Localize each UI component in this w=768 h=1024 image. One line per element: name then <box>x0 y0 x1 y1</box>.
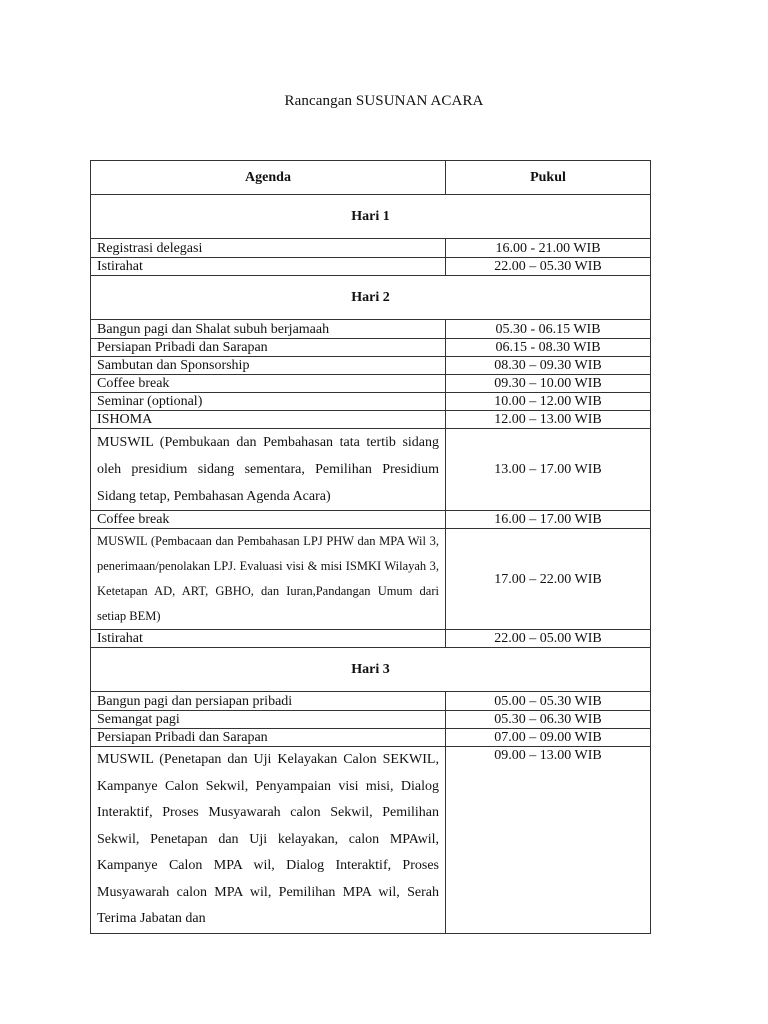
time-cell: 17.00 – 22.00 WIB <box>446 529 651 630</box>
day-row <box>91 648 651 692</box>
agenda-cell: Bangun pagi dan persiapan pribadi <box>91 692 446 711</box>
time-cell: 10.00 – 12.00 WIB <box>446 393 651 411</box>
page-title: Rancangan SUSUNAN ACARA <box>284 93 484 109</box>
table-row <box>91 429 651 511</box>
day-row <box>91 195 651 239</box>
table-row <box>91 375 651 393</box>
schedule-table <box>90 160 651 934</box>
day-label: Hari 3 <box>91 648 651 692</box>
table-row <box>91 747 651 934</box>
agenda-cell: MUSWIL (Penetapan dan Uji Kelayakan Calon SEKWIL, Kampanye Calon Sekwil, Penyampaian visi misi, Dialog Interaktif, Proses Musyawarah calon Sekwil, Pemilihan Sekwil, Penetapan dan Uji kelayakan, calon MPAwil, Kampanye Calon MPA wil, Dialog Interaktif, Proses Musyawarah calon MPA wil, Pemilihan MPA wil, Serah Terima Jabatan dan <box>91 747 446 934</box>
agenda-cell: Persiapan Pribadi dan Sarapan <box>91 729 446 747</box>
table-row <box>91 692 651 711</box>
pukul-column-header: Pukul <box>446 161 651 195</box>
day-row <box>91 276 651 320</box>
day-label: Hari 2 <box>91 276 651 320</box>
time-cell: 07.00 – 09.00 WIB <box>446 729 651 747</box>
time-cell: 22.00 – 05.30 WIB <box>446 258 651 276</box>
time-cell: 09.00 – 13.00 WIB <box>446 747 651 934</box>
agenda-column-header: Agenda <box>91 161 446 195</box>
time-cell: 06.15 - 08.30 WIB <box>446 339 651 357</box>
time-cell: 09.30 – 10.00 WIB <box>446 375 651 393</box>
time-cell: 16.00 - 21.00 WIB <box>446 239 651 258</box>
table-row <box>91 339 651 357</box>
agenda-cell: Registrasi delegasi <box>91 239 446 258</box>
time-cell: 22.00 – 05.00 WIB <box>446 630 651 648</box>
table-row <box>91 258 651 276</box>
day-label: Hari 1 <box>91 195 651 239</box>
table-row <box>91 411 651 429</box>
time-cell: 05.30 - 06.15 WIB <box>446 320 651 339</box>
table-row <box>91 357 651 375</box>
time-cell: 08.30 – 09.30 WIB <box>446 357 651 375</box>
agenda-cell: Semangat pagi <box>91 711 446 729</box>
time-cell: 05.30 – 06.30 WIB <box>446 711 651 729</box>
time-cell: 13.00 – 17.00 WIB <box>446 429 651 511</box>
table-row <box>91 320 651 339</box>
agenda-cell: Coffee break <box>91 511 446 529</box>
time-cell: 05.00 – 05.30 WIB <box>446 692 651 711</box>
table-header-row <box>91 161 651 195</box>
table-row <box>91 630 651 648</box>
agenda-cell: Bangun pagi dan Shalat subuh berjamaah <box>91 320 446 339</box>
table-row <box>91 711 651 729</box>
agenda-cell: MUSWIL (Pembacaan dan Pembahasan LPJ PHW dan MPA Wil 3, penerimaan/penolakan LPJ. Evaluasi visi & misi ISMKI Wilayah 3, Ketetapan AD, ART, GBHO, dan Iuran,Pandangan Umum dari setiap BEM) <box>91 529 446 630</box>
agenda-cell: MUSWIL (Pembukaan dan Pembahasan tata tertib sidang oleh presidium sidang sementara, Pemilihan Presidium Sidang tetap, Pembahasan Agenda Acara) <box>91 429 446 511</box>
agenda-cell: Seminar (optional) <box>91 393 446 411</box>
time-cell: 12.00 – 13.00 WIB <box>446 411 651 429</box>
agenda-cell: Persiapan Pribadi dan Sarapan <box>91 339 446 357</box>
agenda-cell: Istirahat <box>91 258 446 276</box>
table-row <box>91 729 651 747</box>
agenda-cell: Istirahat <box>91 630 446 648</box>
table-row <box>91 529 651 630</box>
agenda-cell: Sambutan dan Sponsorship <box>91 357 446 375</box>
table-row <box>91 239 651 258</box>
table-row <box>91 393 651 411</box>
agenda-cell: Coffee break <box>91 375 446 393</box>
time-cell: 16.00 – 17.00 WIB <box>446 511 651 529</box>
agenda-cell: ISHOMA <box>91 411 446 429</box>
table-row <box>91 511 651 529</box>
